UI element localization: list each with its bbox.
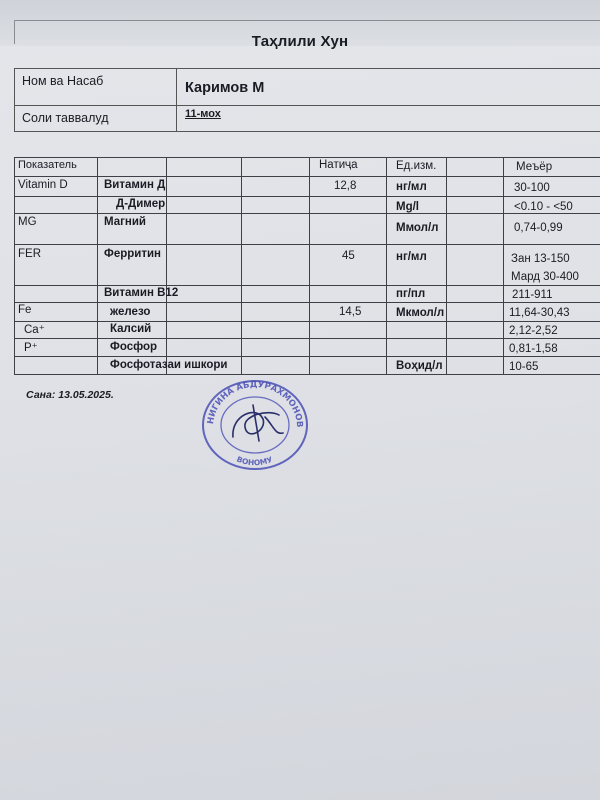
patient-left-line bbox=[14, 68, 15, 131]
row-code: P⁺ bbox=[24, 342, 38, 354]
row-norm: 211-911 bbox=[512, 289, 553, 301]
table-line-v6 bbox=[446, 157, 447, 374]
row-norm: 11,64-30,43 bbox=[509, 307, 570, 319]
row-norm: <0.10 - <50 bbox=[514, 201, 573, 213]
row-code: Ca⁺ bbox=[24, 324, 45, 336]
row-name: Магний bbox=[104, 216, 146, 228]
row-name: Ферритин bbox=[104, 248, 161, 260]
header-unit: Ед.изм. bbox=[396, 160, 437, 172]
row-code: Fe bbox=[18, 304, 32, 316]
dob-label: Соли таввалуд bbox=[22, 111, 109, 125]
table-line-h9 bbox=[14, 356, 600, 357]
row-unit: нг/мл bbox=[396, 181, 427, 193]
row-norm: 0,74-0,99 bbox=[514, 222, 563, 234]
signature-scribble bbox=[233, 405, 283, 441]
row-unit: пг/пл bbox=[396, 288, 426, 300]
row-code: MG bbox=[18, 216, 37, 228]
row-norm: 30-100 bbox=[514, 182, 550, 194]
patient-mid-line bbox=[14, 105, 600, 106]
row-result: 14,5 bbox=[339, 306, 362, 318]
header-indicator: Показатель bbox=[18, 159, 77, 171]
row-name: Фосфотазаи ишкори bbox=[110, 359, 228, 371]
table-line-v0 bbox=[14, 157, 15, 374]
table-line-v2 bbox=[166, 157, 167, 374]
patient-bottom-line bbox=[14, 131, 600, 132]
table-line-v1 bbox=[97, 157, 98, 374]
row-name: Д-Димер bbox=[116, 198, 166, 210]
table-line-h7 bbox=[14, 321, 600, 322]
row-norm-secondary: Мард 30-400 bbox=[511, 271, 579, 283]
row-code: Vitamin D bbox=[18, 179, 68, 191]
table-line-h5 bbox=[14, 285, 600, 286]
row-name: Витамин B12 bbox=[104, 287, 179, 299]
row-result: 12,8 bbox=[334, 180, 357, 192]
table-line-h8 bbox=[14, 338, 600, 339]
row-unit: нг/мл bbox=[396, 251, 427, 263]
table-line-h0 bbox=[14, 157, 600, 158]
row-result: 45 bbox=[342, 250, 355, 262]
row-norm: 10-65 bbox=[509, 361, 539, 373]
stamp-ring-text: НИГИНА АБДУРАХМОНОВ bbox=[206, 379, 305, 428]
patient-top-line bbox=[14, 68, 600, 69]
document-date: Сана: 13.05.2025. bbox=[26, 389, 114, 401]
table-line-h3 bbox=[14, 213, 600, 214]
table-line-h6 bbox=[14, 302, 600, 303]
patient-divider-line bbox=[176, 68, 177, 131]
table-line-v7 bbox=[503, 157, 504, 374]
row-name: Калсий bbox=[110, 323, 152, 335]
table-line-v4 bbox=[309, 157, 310, 374]
table-line-h2 bbox=[14, 196, 600, 197]
row-unit: Mg/l bbox=[396, 201, 419, 213]
document-title: Таҳлили Хун bbox=[251, 33, 349, 50]
table-line-h4 bbox=[14, 244, 600, 245]
stamp-graphic bbox=[191, 375, 319, 471]
row-norm: Зан 13-150 bbox=[511, 253, 570, 265]
row-code: FER bbox=[18, 248, 41, 260]
row-name: Витамин Д bbox=[104, 179, 166, 191]
table-line-h1 bbox=[14, 176, 600, 177]
header-result: Натиҷа bbox=[319, 159, 358, 171]
row-norm: 0,81-1,58 bbox=[509, 343, 558, 355]
row-unit: Воҳид/л bbox=[396, 360, 443, 372]
row-unit: Ммол/л bbox=[396, 222, 439, 234]
table-line-v3 bbox=[241, 157, 242, 374]
top-rule bbox=[14, 20, 600, 21]
row-norm: 2,12-2,52 bbox=[509, 325, 558, 337]
row-name: Фосфор bbox=[110, 341, 158, 353]
row-unit: Мкмол/л bbox=[396, 307, 445, 319]
doctor-stamp bbox=[191, 375, 319, 471]
stamp-bottom-text: ВОНОМУ bbox=[235, 454, 274, 468]
row-name: железо bbox=[110, 306, 151, 318]
name-label: Ном ва Насаб bbox=[22, 74, 104, 88]
table-line-v5 bbox=[386, 157, 387, 374]
dob-value: 11-мох bbox=[185, 108, 221, 120]
name-value: Каримов М bbox=[185, 80, 265, 96]
header-norm: Меъёр bbox=[516, 161, 553, 173]
